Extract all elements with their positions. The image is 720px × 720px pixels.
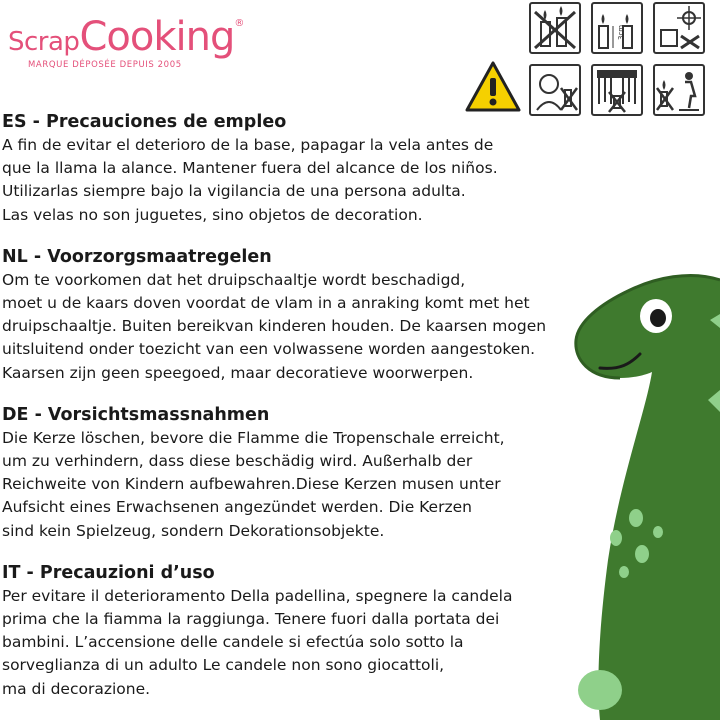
dinosaur-candle-illustration	[560, 260, 720, 720]
body-line: ma di decorazione.	[2, 679, 151, 698]
section-de	[2, 403, 562, 543]
no-candles-close-together-icon	[529, 2, 581, 54]
height-label: 3cm	[617, 24, 625, 40]
no-flammable-curtains-icon	[591, 64, 643, 116]
precautions-text	[2, 110, 562, 719]
section-paragraph	[2, 269, 562, 385]
logo-cooking-text: Cooking	[79, 14, 235, 60]
section-es	[2, 110, 562, 227]
body-line: Las velas no son juguetes, sino objetos de decoration.	[2, 205, 423, 224]
section-title: ES - Precauciones de empleo	[2, 112, 287, 132]
section-it	[2, 561, 562, 701]
body-line: A fin de evitar el deterioro de la base, papagar la vela antes de	[2, 136, 494, 154]
logo-registered-mark: ®	[234, 18, 245, 29]
logo-scrap-text: Scrap	[8, 27, 80, 57]
body-line: sorveglianza di un adulto Le candele non sono giocattoli,	[2, 656, 445, 675]
body-line: Kaarsen zijn geen speegoed, maar decoratieve woorwerpen.	[2, 363, 474, 382]
body-line: que la llama la alance. Mantener fuera del alcance de los niños.	[2, 159, 498, 178]
safety-pictograms	[527, 2, 711, 120]
body-line: Per evitare il deterioramento Della padellina, spegnere la candela	[2, 586, 513, 605]
body-line: uitsluitend onder toezicht van een volwassene worden aangestoken.	[2, 340, 536, 359]
body-line: Reichweite von Kindern aufbewahren.Diese Kerzen musen unter	[2, 475, 501, 494]
section-title: NL - Voorzorgsmaatregelen	[2, 246, 272, 267]
body-line: prima che la fiamma la raggiunga. Tenere fuori dalla portata dei	[2, 610, 500, 629]
body-line: um zu verhindern, dass diese beschädig wird. Außerhalb der	[2, 452, 473, 471]
body-line: Die Kerze löschen, bevore die Flamme die Tropenschale erreicht,	[2, 428, 505, 447]
section-nl	[2, 245, 562, 385]
warning-triangle-icon	[464, 60, 522, 114]
body-line: Utilizarlas siempre bajo la vigilancia de una persona adulta.	[2, 182, 466, 201]
no-heat-source-icon	[653, 2, 705, 54]
section-paragraph	[2, 134, 562, 227]
section-title: IT - Precauzioni d’uso	[2, 562, 215, 583]
logo-wordmark	[8, 14, 244, 60]
never-leave-unattended-icon	[653, 64, 705, 116]
section-paragraph	[2, 427, 562, 543]
logo-tagline: MARQUE DÉPOSÉE DEPUIS 2005	[28, 60, 182, 70]
section-title: DE - Vorsichtsmassnahmen	[2, 404, 270, 425]
section-paragraph	[2, 585, 562, 701]
body-line: sind kein Spielzeug, sondern Dekorationsobjekte.	[2, 521, 385, 540]
body-line: moet u de kaars doven voordat de vlam in a anraking komt met het	[2, 294, 530, 313]
body-line: bambini. L’accensione delle candele si efectúa solo sotto la	[2, 633, 464, 652]
body-line: Aufsicht eines Erwachsenen angezündet werden. Die Kerzen	[2, 498, 472, 517]
wick-height-icon	[591, 2, 643, 54]
keep-away-from-children-icon	[529, 64, 581, 116]
brand-logo	[8, 14, 318, 76]
body-line: druipschaaltje. Buiten bereikvan kinderen houden. De kaarsen mogen	[2, 317, 547, 336]
body-line: Om te voorkomen dat het druipschaaltje wordt beschadigd,	[2, 270, 466, 289]
